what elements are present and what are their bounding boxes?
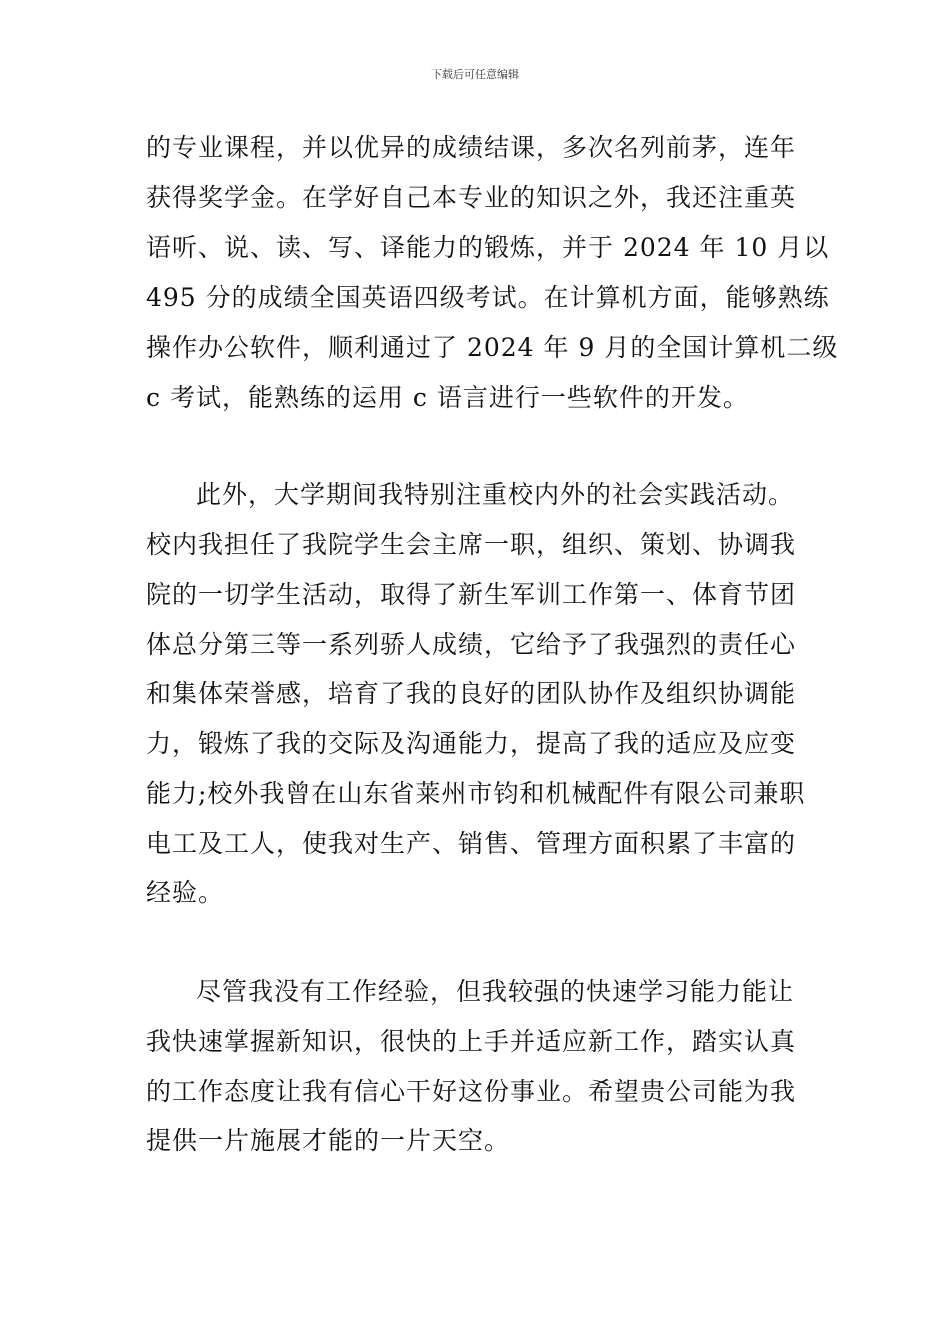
paragraph-2-line-1: 此外，大学期间我特别注重校内外的社会实践活动。	[196, 480, 795, 509]
paragraph-1-line-1: 的专业课程，并以优异的成绩结课，多次名列前茅，连年	[146, 133, 797, 162]
paragraph-3-line-1: 尽管我没有工作经验，但我较强的快速学习能力能让	[196, 977, 795, 1006]
paragraph-2-line-2: 校内我担任了我院学生会主席一职，组织、策划、协调我	[146, 530, 797, 559]
paragraph-2-line-3: 院的一切学生活动，取得了新生军训工作第一、体育节团	[146, 580, 797, 609]
paragraph-1-line-5: 操作办公软件，顺利通过了 2024 年 9 月的全国计算机二级	[146, 333, 839, 362]
paragraph-2-line-4: 体总分第三等一系列骄人成绩，它给予了我强烈的责任心	[146, 630, 797, 659]
paragraph-2-line-6: 力，锻炼了我的交际及沟通能力，提高了我的适应及应变	[146, 729, 797, 758]
paragraph-3-line-4: 提供一片施展才能的一片天空。	[146, 1126, 511, 1155]
paragraph-3-line-3: 的工作态度让我有信心干好这份事业。希望贵公司能为我	[146, 1077, 797, 1106]
paragraph-1-line-4: 495 分的成绩全国英语四级考试。在计算机方面，能够熟练	[146, 283, 830, 312]
paragraph-2-line-7: 能力;校外我曾在山东省莱州市钧和机械配件有限公司兼职	[146, 779, 806, 808]
paragraph-3-line-2: 我快速掌握新知识，很快的上手并适应新工作，踏实认真	[146, 1027, 797, 1056]
paragraph-1-line-2: 获得奖学金。在学好自己本专业的知识之外，我还注重英	[146, 183, 797, 212]
paragraph-1-line-6: c 考试，能熟练的运用 c 语言进行一些软件的开发。	[146, 383, 749, 412]
paragraph-2-line-8: 电工及工人，使我对生产、销售、管理方面积累了丰富的	[146, 829, 797, 858]
paragraph-2-line-9: 经验。	[146, 878, 225, 907]
paragraph-2-line-5: 和集体荣誉感，培育了我的良好的团队协作及组织协调能	[146, 679, 797, 708]
page-header: 下载后可任意编辑	[431, 68, 519, 81]
paragraph-1-line-3: 语听、说、读、写、译能力的锻炼，并于 2024 年 10 月以	[146, 233, 830, 262]
